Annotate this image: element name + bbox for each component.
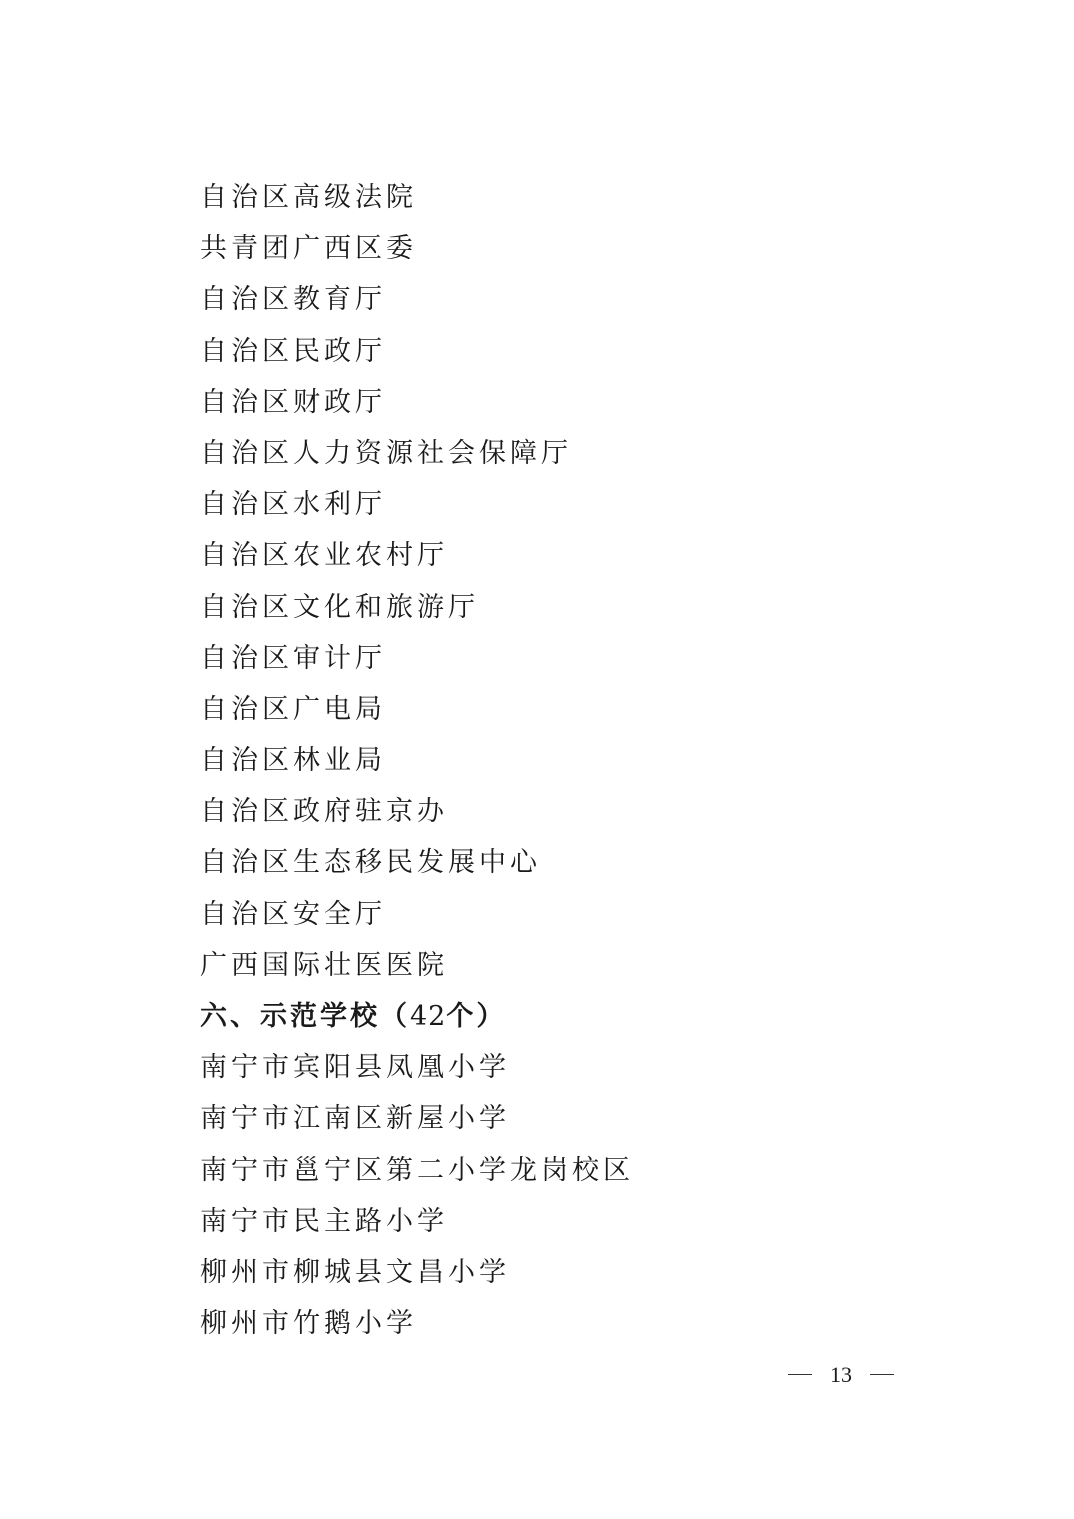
list-item: 南宁市邕宁区第二小学龙岗校区: [200, 1154, 634, 1186]
list-item: 自治区水利厅: [200, 489, 386, 521]
page-footer: [788, 1358, 894, 1388]
list-item: 自治区政府驻京办: [200, 796, 448, 828]
list-item: 南宁市江南区新屋小学: [200, 1103, 510, 1135]
list-item: 自治区审计厅: [200, 642, 386, 674]
list-item: 柳州市竹鹅小学: [200, 1308, 417, 1340]
list-item: 自治区广电局: [200, 693, 386, 725]
list-item: 自治区教育厅: [200, 284, 386, 316]
list-item: 广西国际壮医医院: [200, 949, 448, 981]
list-item: 自治区生态移民发展中心: [200, 847, 541, 879]
list-item: 自治区文化和旅游厅: [200, 591, 479, 623]
section-heading: [200, 991, 634, 1042]
list-item: 自治区林业局: [200, 745, 386, 777]
section-heading-count: 42: [410, 1001, 447, 1032]
list-item: 南宁市宾阳县凤凰小学: [200, 1052, 510, 1084]
list-item: 自治区民政厅: [200, 335, 386, 367]
page-number: 13: [830, 1361, 852, 1387]
list-item: 自治区财政厅: [200, 386, 386, 418]
list-item: 共青团广西区委: [200, 233, 417, 265]
list-item: 南宁市民主路小学: [200, 1205, 448, 1237]
footer-left-dash: [788, 1374, 812, 1375]
list-item: 自治区人力资源社会保障厅: [200, 437, 572, 469]
organization-list: [200, 172, 634, 1349]
list-item: 自治区农业农村厅: [200, 540, 448, 572]
footer-right-dash: [870, 1374, 894, 1375]
section-heading-suffix: 个）: [446, 1001, 507, 1032]
list-item: 自治区安全厅: [200, 898, 386, 930]
list-item: 柳州市柳城县文昌小学: [200, 1256, 510, 1288]
section-heading-prefix: 六、示范学校（: [200, 1001, 410, 1032]
list-item: 自治区高级法院: [200, 182, 417, 213]
